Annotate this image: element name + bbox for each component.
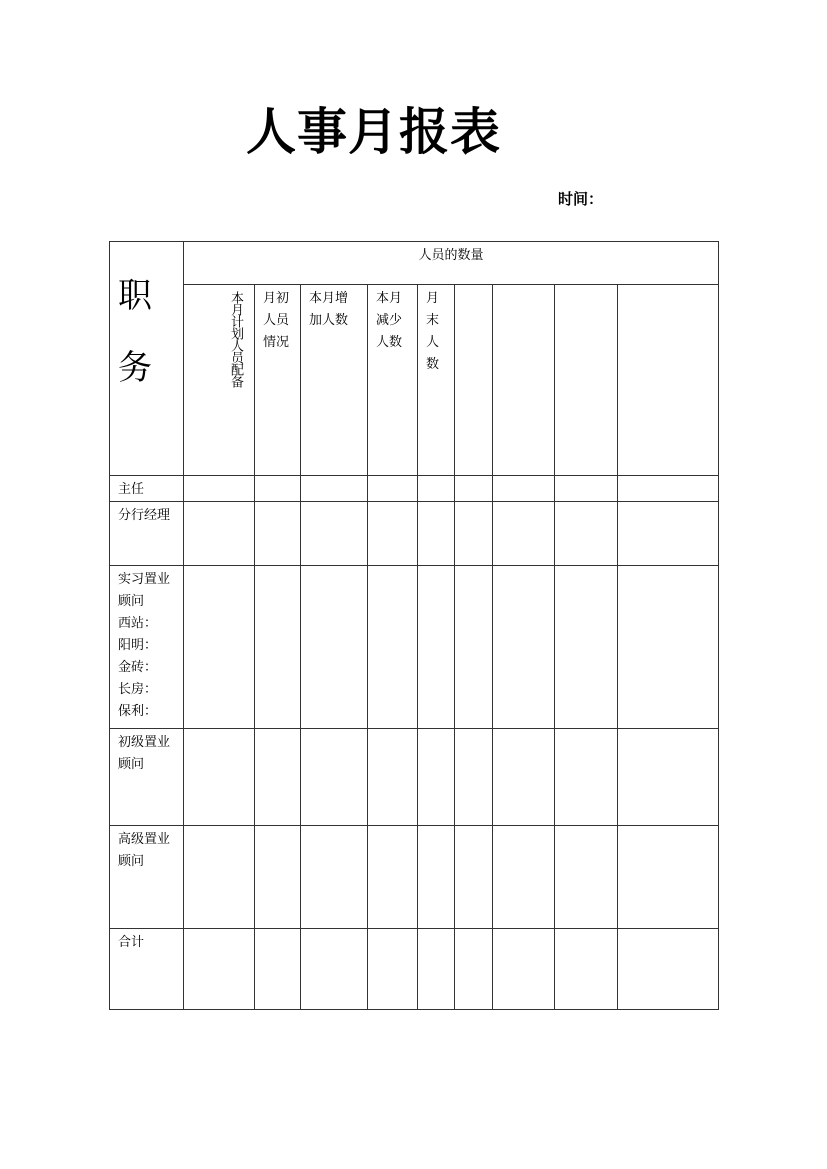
header-end-of-month: 月 末 人 数 [418,285,455,476]
header-blank-cell [493,285,555,476]
table-cell[interactable] [618,729,719,826]
table-cell[interactable] [555,476,618,502]
table-cell[interactable] [418,729,455,826]
table-cell[interactable] [368,502,418,566]
table-cell[interactable] [368,729,418,826]
row-label-intern: 实习置业 顾问 西站： 阳明： 金砖： 长房： 保利： [110,566,184,729]
table-cell[interactable] [555,729,618,826]
table-cell[interactable] [418,502,455,566]
table-cell[interactable] [493,729,555,826]
table-row [110,826,719,929]
table-cell[interactable] [493,502,555,566]
table-row [110,929,719,1010]
table-cell[interactable] [184,566,255,729]
table-cell[interactable] [301,729,368,826]
table-cell[interactable] [455,566,493,729]
table-cell[interactable] [301,566,368,729]
row-label-director: 主任 [110,476,184,502]
table-cell[interactable] [368,566,418,729]
table-cell[interactable] [618,476,719,502]
table-cell[interactable] [368,826,418,929]
table-cell[interactable] [455,729,493,826]
table-cell[interactable] [418,476,455,502]
report-table [109,241,719,1010]
table-cell[interactable] [455,502,493,566]
table-cell[interactable] [418,826,455,929]
table-cell[interactable] [618,566,719,729]
table-cell[interactable] [555,502,618,566]
header-blank-cell [455,285,493,476]
table-cell[interactable] [618,826,719,929]
table-cell[interactable] [301,929,368,1010]
table-cell[interactable] [255,826,301,929]
header-blank-cell [618,285,719,476]
table-row [110,502,719,566]
table-cell[interactable] [184,476,255,502]
table-cell[interactable] [493,476,555,502]
table-cell[interactable] [418,929,455,1010]
table-cell[interactable] [255,566,301,729]
row-label-junior: 初级置业 顾问 [110,729,184,826]
row-label-branch-manager: 分行经理 [110,502,184,566]
position-header: 职 务 [110,242,184,476]
table-cell[interactable] [493,929,555,1010]
table-cell[interactable] [493,826,555,929]
table-cell[interactable] [368,476,418,502]
table-cell[interactable] [255,502,301,566]
row-label-total: 合计 [110,929,184,1010]
table-cell[interactable] [184,826,255,929]
table-cell[interactable] [368,929,418,1010]
table-cell[interactable] [184,502,255,566]
table-cell[interactable] [184,929,255,1010]
table-cell[interactable] [301,476,368,502]
table-cell[interactable] [255,476,301,502]
table-cell[interactable] [301,502,368,566]
table-cell[interactable] [184,729,255,826]
table-cell[interactable] [618,502,719,566]
header-blank-cell [555,285,618,476]
row-label-senior: 高级置业 顾问 [110,826,184,929]
header-decrease: 本月 减少 人数 [368,285,418,476]
table-cell[interactable] [455,476,493,502]
table-row [110,566,719,729]
table-row [110,476,719,502]
table-cell[interactable] [555,566,618,729]
table-cell[interactable] [301,826,368,929]
header-increase: 本月增 加人数 [301,285,368,476]
table-cell[interactable] [555,929,618,1010]
table-cell[interactable] [255,929,301,1010]
header-planned: 本月计划人员配备 [184,285,255,476]
table-cell[interactable] [493,566,555,729]
time-label: 时间： [558,190,604,208]
table-row [110,729,719,826]
header-start-of-month: 月初 人员 情况 [255,285,301,476]
table-cell[interactable] [418,566,455,729]
page-title: 人事月报表 [246,103,501,161]
table-cell[interactable] [255,729,301,826]
quantity-header: 人员的数量 [184,242,719,285]
table-cell[interactable] [618,929,719,1010]
table-cell[interactable] [455,826,493,929]
table-cell[interactable] [455,929,493,1010]
table-cell[interactable] [555,826,618,929]
